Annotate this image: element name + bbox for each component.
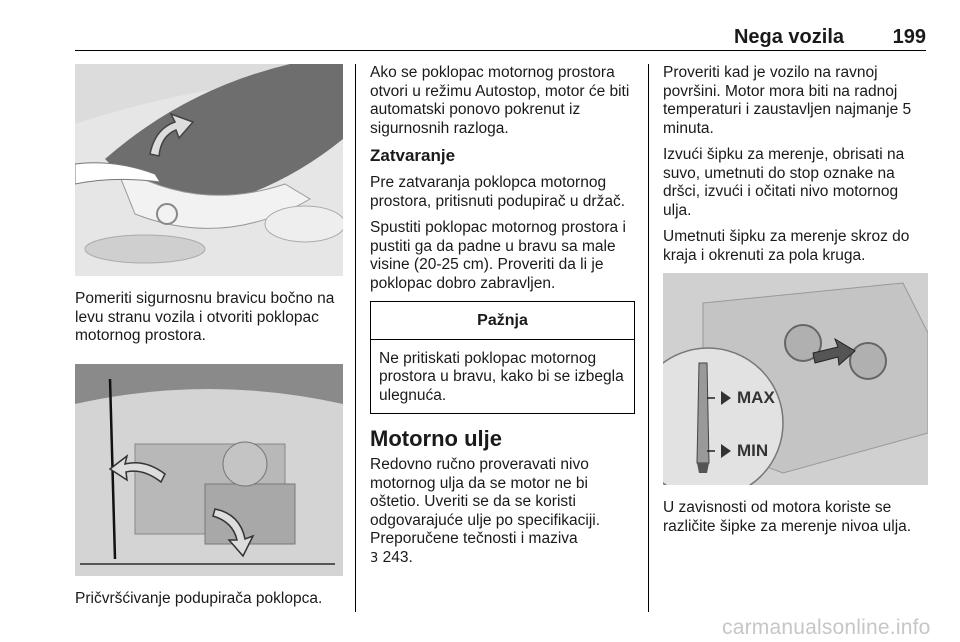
reference-arrow-icon: 3 <box>370 550 379 566</box>
page-number: 199 <box>892 26 926 48</box>
autostop-paragraph: Ako se poklopac motornog prostora otvori u režimu Autostop, motor će biti automatski ponovo pokrenut iz sigurnosnih razloga. <box>370 64 630 137</box>
caption-hood-stay: Pričvršćivanje podupirača poklopca. <box>75 589 323 607</box>
section-title: Nega vozila <box>733 26 844 48</box>
reference-line <box>370 549 635 569</box>
page-header <box>75 24 926 51</box>
column-3 <box>663 64 928 544</box>
figure-dipstick <box>663 273 928 485</box>
caption-dipstick: U zavisnosti od motora koriste se različite šipke za merenje nivoa ulja. <box>663 499 912 535</box>
hood-release-illustration <box>75 64 343 276</box>
column-divider <box>355 64 356 612</box>
reference-link[interactable]: 243. <box>382 548 413 566</box>
engine-oil-paragraph: Redovno ručno proveravati nivo motornog ulja da se motor ne bi oštetio. Uveriti se da se koristi odgovarajuće ulje po specifikaciji. Preporučene tečnosti i maziva <box>370 456 601 547</box>
closing-heading: Zatvaranje <box>370 146 456 165</box>
column-divider <box>648 64 649 612</box>
figure-hood-release <box>75 64 343 276</box>
figure-hood-stay <box>75 364 343 576</box>
notice-box <box>370 301 635 414</box>
closing-paragraph-1: Pre zatvaranja poklopca motornog prostora, pritisnuti podupirač u držač. <box>370 174 626 210</box>
oil-check-paragraph-3: Umetnuti šipku za merenje skroz do kraja i okrenuti za pola kruga. <box>663 228 910 264</box>
notice-title: Pažnja <box>371 302 634 340</box>
dipstick-illustration <box>663 273 928 485</box>
caption-hood-release: Pomeriti sigurnosnu bravicu bočno na levu stranu vozila i otvoriti poklopac motornog prostora. <box>75 290 335 344</box>
notice-body: Ne pritiskati poklopac motornog prostora u bravu, kako bi se izbegla ulegnuća. <box>379 349 624 404</box>
column-1 <box>75 64 343 616</box>
max-mark-label: MAX <box>737 388 775 407</box>
oil-check-paragraph-1: Proveriti kad je vozilo na ravnoj površini. Motor mora biti na radnoj temperaturi i zaustavljen najmanje 5 minuta. <box>663 64 912 137</box>
column-2 <box>370 64 635 576</box>
closing-paragraph-2: Spustiti poklopac motornog prostora i pustiti ga da padne u bravu sa male visine (20-25 cm). Proveriti da li je poklopac dobro zabravljen. <box>370 219 626 292</box>
hood-stay-illustration <box>75 364 343 576</box>
watermark: carmanualsonline.info <box>722 616 931 639</box>
min-mark-label: MIN <box>737 441 769 460</box>
engine-oil-heading: Motorno ulje <box>370 426 502 451</box>
oil-check-paragraph-2: Izvući šipku za merenje, obrisati na suvo, umetnuti do stop oznake na dršci, izvući i očitati nivo motornog ulja. <box>663 146 905 219</box>
